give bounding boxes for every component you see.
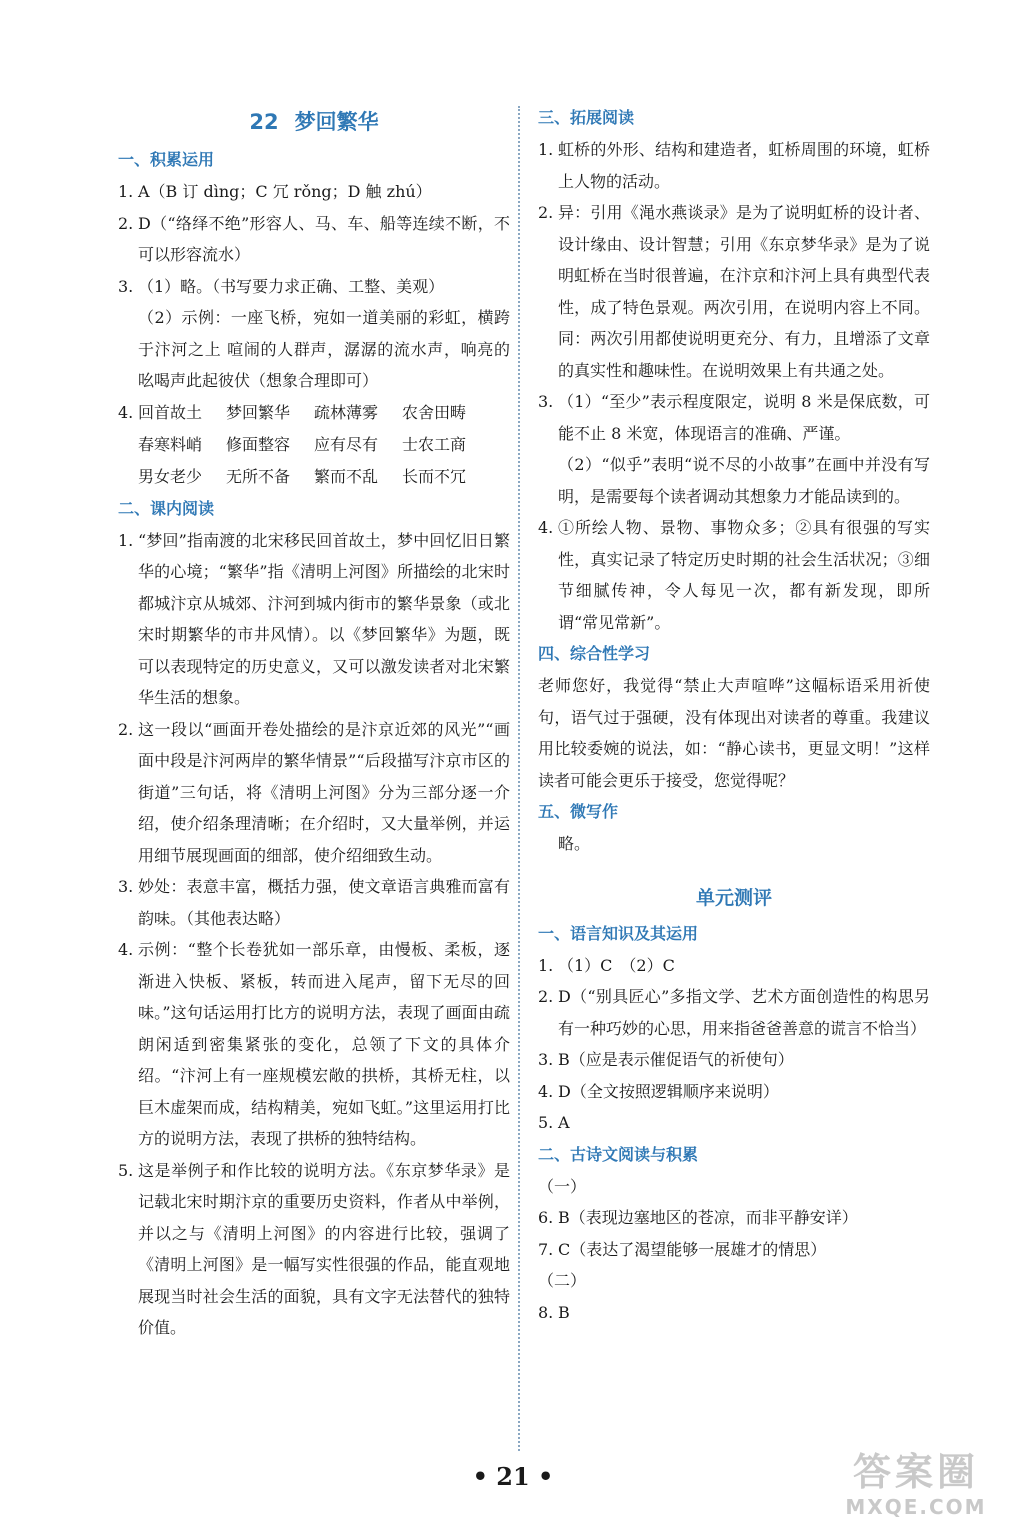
lesson-number: 22 [249,110,279,134]
answer-item: 4. ①所绘人物、景物、事物众多；②具有很强的写实性，真实记录了特定历史时期的社会生活状况；③细节细腻传神，令人每见一次，都有新发现，即所谓“常见常新”。 [538,518,930,632]
answer-item: 1. “梦回”指南渡的北宋移民回首故土，梦中回忆旧日繁华的心境；“繁华”指《清明上河图》所描绘的北宋时都城汴京从城郊、汴河到城内街市的繁华景象（或北宋时期繁华的市井风情）。以《梦回繁华》为题，既可以表现特定的历史意义，又可以激发读者对北宋繁华生活的想象。 [118,530,510,707]
answer-subitem: （2）“似乎”表明“说不尽的小故事”在画中并没有写明，是需要每个读者调动其想象力才能品读到的。 [558,455,930,506]
answer-item: 4. D（全文按照逻辑顺序来说明） [538,1081,779,1101]
answer-item: 4. 回首故土 梦回繁华 疏林薄雾 农舍田畴 春寒料峭 修面整容 应有尽有 士农工商 男女老少 无所不备 繁而不乱 长而不冗 [118,397,510,493]
answer-item: 6. B（表现边塞地区的苍凉，而非平静安详） [538,1208,858,1227]
lesson-title [118,100,510,144]
idiom-grid [138,397,510,493]
idiom-row: 男女老少 无所不备 繁而不乱 长而不冗 [138,466,467,486]
section-heading: 二、课内阅读 [118,498,215,518]
answer-item: 1. 虹桥的外形、结构和建造者，虹桥周围的环境，虹桥上人物的活动。 [538,140,930,191]
section-heading: 一、积累运用 [118,150,215,169]
watermark-logo: 答案圈 MXQE.COM [845,1450,987,1519]
answer-item: 7. C（表达了渴望能够一展雄才的情思） [538,1239,827,1259]
answer-item: 2. D（“别具匠心”多指文学、艺术方面创造性的构思另有一种巧妙的心思，用来指爸爸善意的谎言不恰当） [538,987,930,1038]
answer-item: 1. （1）C （2）C [538,955,675,975]
answer-item: 3. （1）“至少”表示程度限定，说明 8 米是保底数，可能不止 8 米宽，体现语言的准确、严谨。 [538,392,930,443]
answer-item: 1. A（B 订 dìng；C 冗 rǒng；D 触 zhú） [118,182,432,201]
idiom-row: 春寒料峭 修面整容 应有尽有 士农工商 [138,434,467,454]
answer-paragraph: 略。 [558,834,591,853]
answer-subitem: （2）示例：一座飞桥，宛如一道美丽的彩虹，横跨于汴河之上 喧闹的人群声，潺潺的流水声，响亮的吆喝声此起彼伏（想象合理即可） [138,308,510,390]
left-column [118,100,510,1344]
section-heading: 一、语言知识及其运用 [538,923,699,943]
answer-item: 3. B（应是表示催促语气的祈使句） [538,1050,794,1069]
subsection-label: （二） [538,1271,587,1290]
column-divider [518,106,520,1451]
page-number: • 21 • [472,1462,554,1491]
section-heading: 五、微写作 [538,802,619,821]
unit-test-title: 单元测评 [695,886,772,909]
subsection-label: （一） [538,1176,587,1196]
answer-item: 8. B [538,1302,570,1322]
answer-item: 4. 示例：“整个长卷犹如一部乐章，由慢板、柔板，逐渐进入快板、紧板，转而进入尾声，留下无尽的回味。”这句话运用打比方的说明方法，表现了画面由疏朗闲适到密集紧张的变化，总领了下文的具体介绍。“汴河上有一座规模宏敞的拱桥，其桥无柱，以巨木虚架而成，结构精美，宛如飞虹。”这里运用打比方的说明方法，表现了拱桥的独特结构。 [118,940,510,1148]
section-heading: 三、拓展阅读 [538,108,635,127]
right-column [538,102,930,1328]
idiom-row: 回首故土 梦回繁华 疏林薄雾 农舍田畴 [138,402,467,422]
answer-item: 2. 这一段以“画面开卷处描绘的是汴京近郊的风光”“画面中段是汴河两岸的繁华情景”“后段描写汴京市区的街道”三句话，将《清明上河图》分为三部分逐一介绍，使介绍条理清晰；在介绍时，又大量举例，并运用细节展现画面的细部，使介绍细致生动。 [118,719,510,865]
answer-item: 2. D（“络绎不绝”形容人、马、车、船等连续不断，不可以形容流水） [118,213,510,264]
answer-paragraph: 老师您好，我觉得“禁止大声喧哗”这幅标语采用祈使句，语气过于强硬，没有体现出对读者的尊重。我建议用比较委婉的说法，如：“静心读书，更显文明！”这样读者可能会更乐于接受，您觉得呢？ [538,676,930,790]
answer-item: 5. 这是举例子和作比较的说明方法。《东京梦华录》是记载北宋时期汴京的重要历史资料，作者从中举例，并以之与《清明上河图》的内容进行比较，强调了《清明上河图》是一幅写实性很强的作品，能直观地展现当时社会生活的面貌，具有文字无法替代的独特价值。 [118,1160,510,1337]
answer-item: 3. （1）略。（书写要力求正确、工整、美观） [118,276,445,296]
lesson-name: 梦回繁华 [294,110,379,134]
section-heading: 二、古诗文阅读与积累 [538,1144,699,1164]
answer-item: 3. 妙处：表意丰富，概括力强，使文章语言典雅而富有韵味。（其他表达略） [118,877,510,928]
section-heading: 四、综合性学习 [538,644,651,663]
answer-item: 2. 异：引用《渑水燕谈录》是为了说明虹桥的设计者、设计缘由、设计智慧；引用《东京梦华录》是为了说明虹桥在当时很普遍，在汴京和汴河上具有典型代表性，成了特色景观。两次引用，在说明内容上不同。同：两次引用都使说明更充分、有力，且增添了文章的真实性和趣味性。在说明效果上有共通之处。 [538,203,930,380]
answer-item: 5. A [538,1113,570,1132]
